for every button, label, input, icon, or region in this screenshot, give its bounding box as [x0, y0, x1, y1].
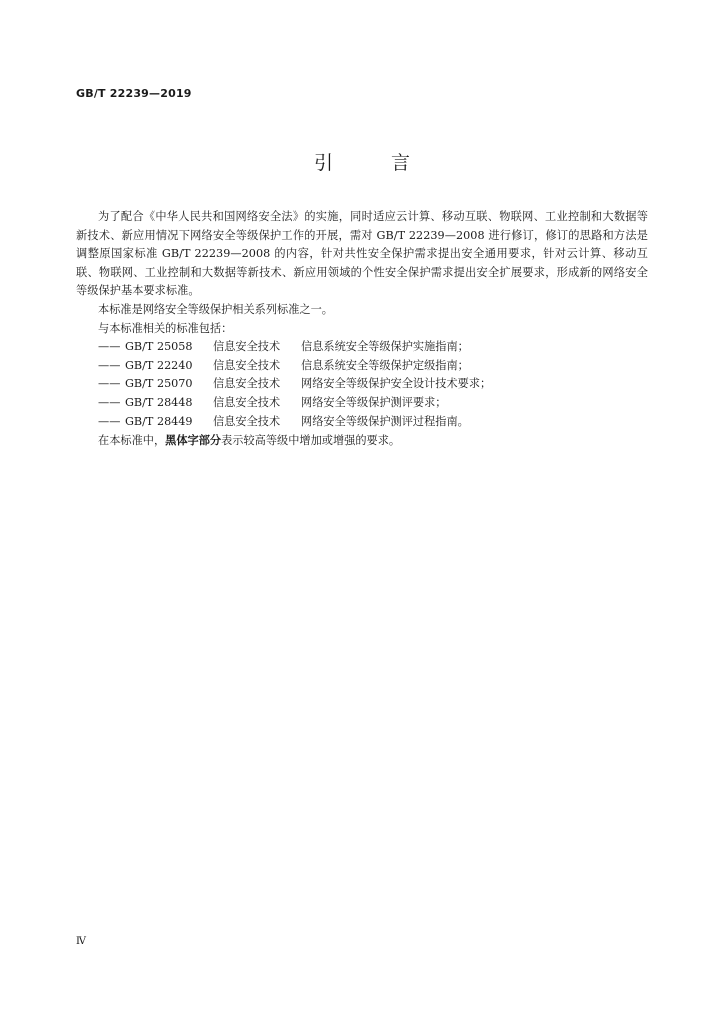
paragraph-purpose: 为了配合《中华人民共和国网络安全法》的实施，同时适应云计算、移动互联、物联网、工业控制和大数据等新技术、新应用情况下网络安全等级保护工作的开展，需对 GB/T 22239—2008 进行修订，修订的思路和方法是调整原国家标准 GB/T 22239—2008 的内容，针对共性安全保护需求提出安全通用要求，针对云计算、移动互联、物联网、工业控制和大数据等新技术、新应用领域的个性安全保护需求提出安全扩展要求，形成新的网络安全等级保护基本要求标准。 — [76, 210, 648, 298]
standard-name: 网络安全等级保护安全设计技术要求； — [301, 377, 492, 391]
standard-code: GB/T 22239—2019 — [76, 87, 192, 100]
note-suffix: 表示较高等级中增加或增强的要求。 — [221, 434, 401, 448]
standard-name: 网络安全等级保护测评过程指南。 — [301, 414, 469, 428]
page-title: 引 言 — [313, 152, 437, 174]
standard-category: 信息安全技术 — [213, 395, 281, 409]
note-bold-text: 黑体字部分 — [165, 433, 222, 448]
standard-category: 信息安全技术 — [213, 340, 281, 354]
list-dash: —— — [98, 414, 121, 428]
list-item — [76, 357, 648, 376]
note-prefix: 在本标准中， — [98, 434, 166, 448]
related-standards-list — [76, 338, 648, 431]
list-item — [76, 375, 648, 394]
standard-name: 信息系统安全等级保护定级指南； — [301, 358, 469, 372]
standard-name: 网络安全等级保护测评要求； — [301, 395, 447, 409]
standard-category: 信息安全技术 — [213, 358, 281, 372]
list-dash: —— — [98, 340, 121, 354]
list-item — [76, 394, 648, 413]
standard-number: GB/T 28449 — [125, 414, 193, 428]
list-item — [76, 338, 648, 357]
list-dash: —— — [98, 358, 121, 372]
paragraph-bold-note — [76, 431, 648, 451]
standard-number: GB/T 25058 — [125, 340, 193, 354]
list-dash: —— — [98, 395, 121, 409]
introduction-body — [76, 208, 648, 451]
standard-category: 信息安全技术 — [213, 377, 281, 391]
page-number: Ⅳ — [76, 936, 86, 947]
standard-number: GB/T 22240 — [125, 358, 193, 372]
standard-name: 信息系统安全等级保护实施指南； — [301, 340, 469, 354]
standard-number: GB/T 25070 — [125, 377, 193, 391]
list-dash: —— — [98, 377, 121, 391]
list-item — [76, 413, 648, 432]
standard-number: GB/T 28448 — [125, 395, 193, 409]
paragraph-series: 本标准是网络安全等级保护相关系列标准之一。 — [98, 302, 333, 316]
paragraph-related-intro: 与本标准相关的标准包括： — [98, 321, 233, 335]
standard-category: 信息安全技术 — [213, 414, 281, 428]
